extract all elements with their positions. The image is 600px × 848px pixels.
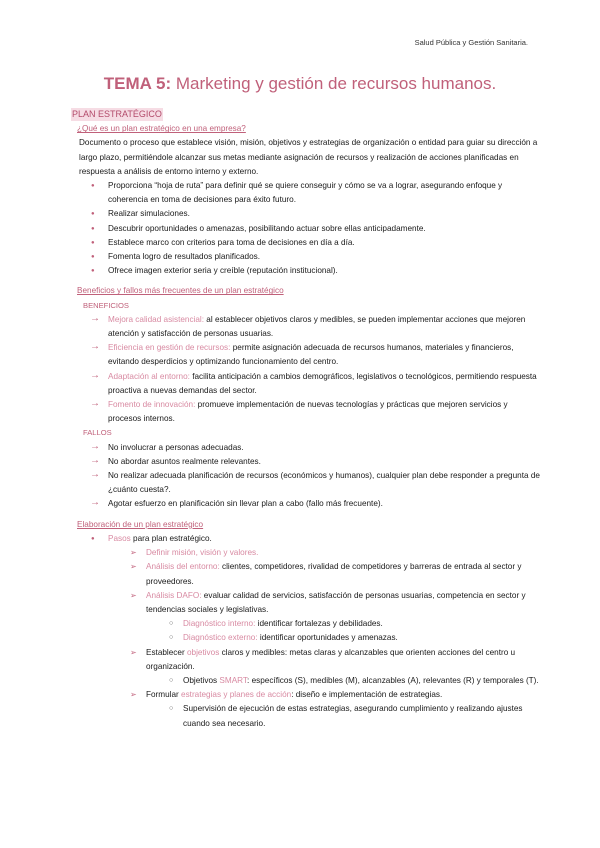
list-item: → Eficiencia en gestión de recursos: permite asignación adecuada de recursos humanos, materiales y financieros, evitando desperdicios y optimizando funcionamiento del centro. bbox=[71, 341, 541, 369]
header-subject: Salud Pública y Gestión Sanitaria. bbox=[414, 38, 528, 47]
list-item: ○ Supervisión de ejecución de estas estrategias, asegurando cumplimiento y realizando ajustes cuando sea necesario. bbox=[71, 702, 541, 730]
list-item: ➢ Análisis DAFO: evaluar calidad de servicios, satisfacción de personas usuarias, competencia en sector y tendencias sociales y legislativas. bbox=[71, 589, 541, 617]
elaboration-heading: Elaboración de un plan estratégico bbox=[77, 519, 204, 529]
smart-items bbox=[71, 674, 541, 688]
list-item: ● Proporciona “hoja de ruta” para definir qué se quiere conseguir y cómo se va a lograr, asegurando enfoque y coherencia en toma de decisiones para éxito futuro. bbox=[71, 179, 541, 207]
list-item: ➢ Análisis del entorno: clientes, competidores, rivalidad de competidores y barreras de entrada al sector y proveedores. bbox=[71, 560, 541, 588]
list-item: ● Descubrir oportunidades o amenazas, posibilitando actuar sobre ellas anticipadamente. bbox=[71, 222, 541, 236]
dafo-items bbox=[71, 617, 541, 645]
list-item: ● Fomenta logro de resultados planificados. bbox=[71, 250, 541, 264]
question-heading: ¿Qué es un plan estratégico en una empresa? bbox=[77, 124, 246, 134]
page-title bbox=[0, 74, 600, 94]
step-items bbox=[71, 546, 541, 617]
plan-bullets bbox=[71, 179, 541, 278]
list-item: → No realizar adecuada planificación de recursos (económicos y humanos), cualquier plan debe responder a pregunta de ¿cuánto cuesta?. bbox=[71, 469, 541, 497]
failures-label: FALLOS bbox=[83, 428, 112, 438]
list-item: ➢ Establecer objetivos claros y medibles: metas claras y alcanzables que orienten acciones del centro u organización. bbox=[71, 646, 541, 674]
title-text: Marketing y gestión de recursos humanos. bbox=[171, 74, 497, 93]
list-item: ● Ofrece imagen exterior seria y creíble (reputación institucional). bbox=[71, 264, 541, 278]
list-item: → Mejora calidad asistencial: al establecer objetivos claros y medibles, se pueden implementar acciones que mejoren atención y satisfacción de personas usuarias. bbox=[71, 313, 541, 341]
list-item: ○ Objetivos SMART: específicos (S), medibles (M), alcanzables (A), relevantes (R) y temporales (T). bbox=[71, 674, 541, 688]
list-item: → No abordar asuntos realmente relevantes. bbox=[71, 455, 541, 469]
list-item: ➢ Formular estrategias y planes de acción: diseño e implementación de estrategias. bbox=[71, 688, 541, 702]
section-heading-plan: PLAN ESTRATÉGICO bbox=[72, 109, 162, 119]
list-item: → Agotar esfuerzo en planificación sin llevar plan a cabo (fallo más frecuente). bbox=[71, 497, 541, 511]
list-item: ➢ Definir misión, visión y valores. bbox=[71, 546, 541, 560]
benefits-label: BENEFICIOS bbox=[83, 300, 129, 310]
title-number: TEMA 5: bbox=[103, 74, 172, 93]
list-item: ● Establece marco con criterios para toma de decisiones en día a día. bbox=[71, 236, 541, 250]
benefits-list bbox=[71, 313, 541, 427]
definition-paragraph: Documento o proceso que establece visión, misión, objetivos y estrategias de organización o entidad para guiar su dirección a largo plazo, permitiéndole alcanzar sus metas mediante asignación de recursos y realización de acciones planificadas en respuesta a análisis de entorno interno y externo. bbox=[79, 138, 538, 176]
steps-list bbox=[71, 532, 541, 546]
failures-list bbox=[71, 441, 541, 512]
list-item: ○ Diagnóstico externo: identificar oportunidades y amenazas. bbox=[71, 631, 541, 645]
step-items bbox=[71, 688, 541, 702]
benefits-failures-heading: Beneficios y fallos más frecuentes de un plan estratégico bbox=[77, 286, 284, 296]
list-item: → No involucrar a personas adecuadas. bbox=[71, 441, 541, 455]
list-item: ● Realizar simulaciones. bbox=[71, 207, 541, 221]
strategy-items bbox=[71, 702, 541, 730]
document-body bbox=[71, 108, 541, 731]
list-item: → Fomento de innovación: promueve implementación de nuevas tecnologías y prácticas que mejoren servicios y procesos internos. bbox=[71, 398, 541, 426]
list-item: → Adaptación al entorno: facilita anticipación a cambios demográficos, legislativos o tecnológicos, permitiendo respuesta proactiva a nuevas demandas del sector. bbox=[71, 370, 541, 398]
step-items bbox=[71, 646, 541, 674]
list-item: ● Pasos para plan estratégico. bbox=[71, 532, 541, 546]
list-item: ○ Diagnóstico interno: identificar fortalezas y debilidades. bbox=[71, 617, 541, 631]
